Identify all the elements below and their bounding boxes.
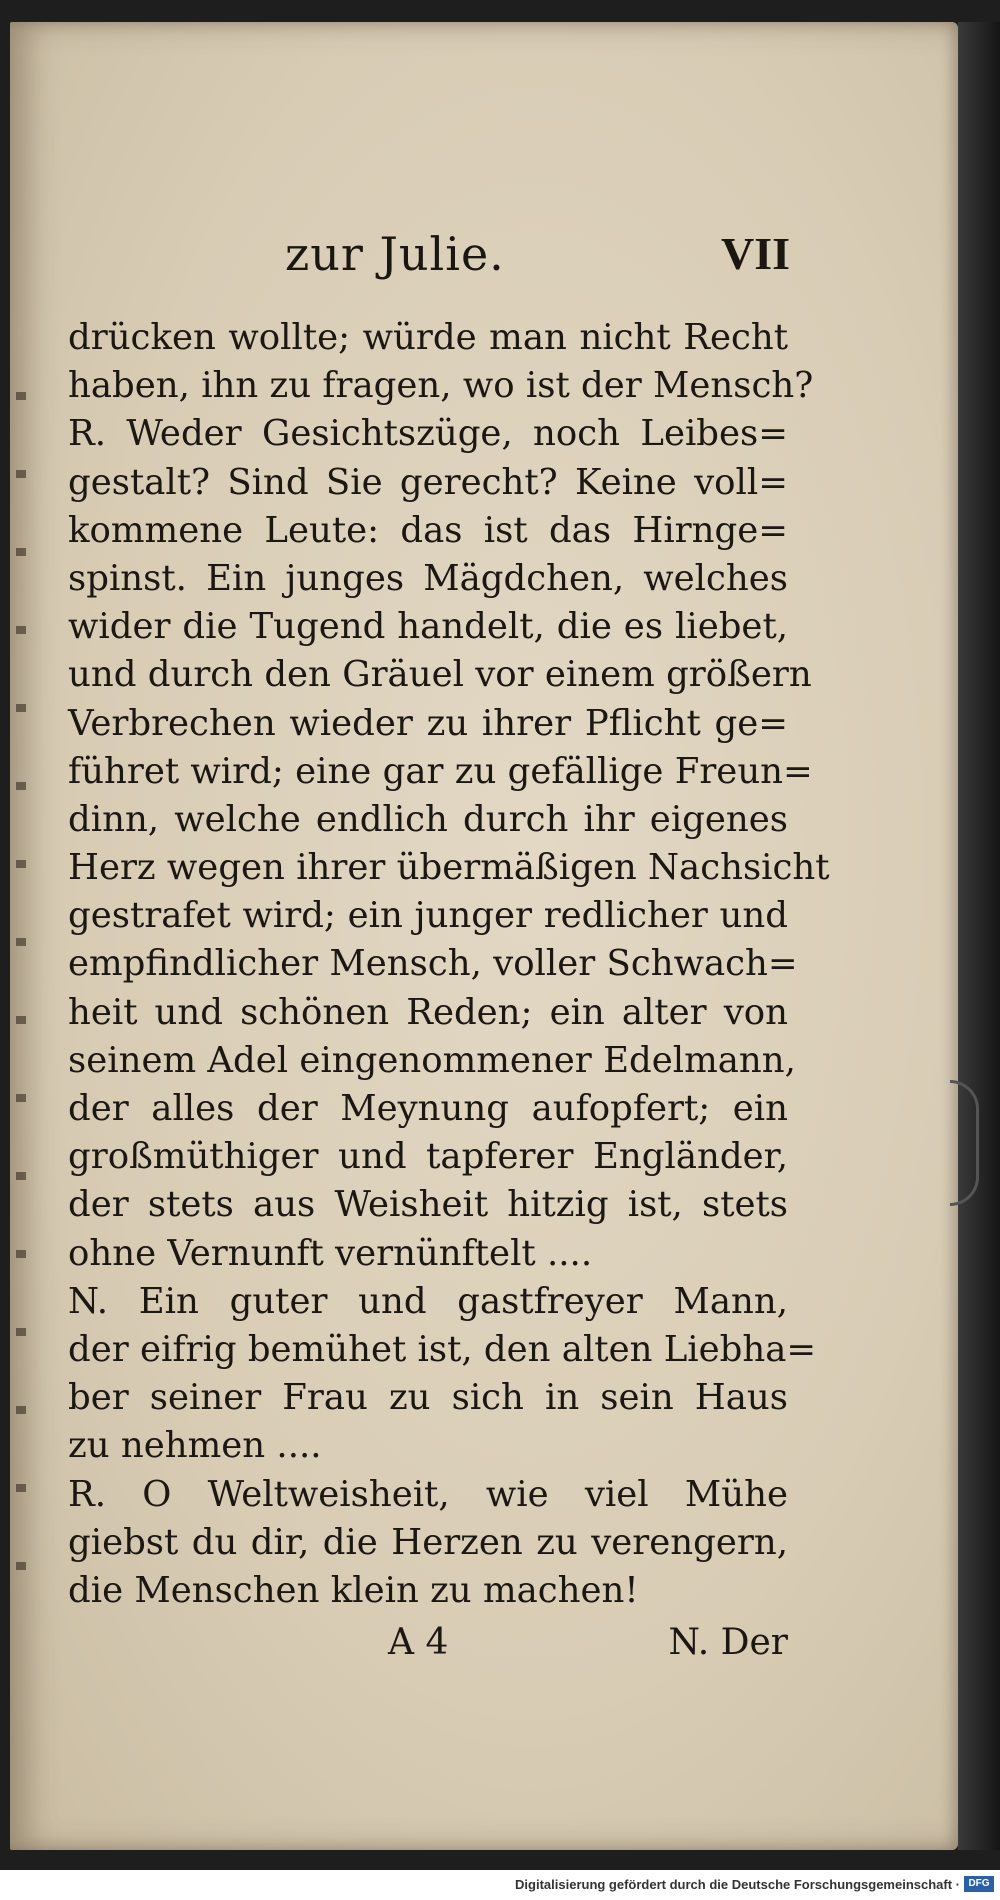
text-line: die Menschen klein zu machen!: [68, 1569, 639, 1611]
gutter-marks: [16, 322, 26, 1622]
running-head: zur Julie.: [285, 227, 505, 281]
text-line: giebst du dir, die Herzen zu verengern,: [68, 1521, 788, 1563]
text-line: der alles der Meynung aufopfert; ein: [68, 1088, 788, 1129]
text-line: seinem Adel eingenommener Edelmann,: [68, 1039, 796, 1081]
page-clip: [950, 1080, 979, 1206]
text-line: N. Ein guter und gastfreyer Mann,: [68, 1280, 788, 1322]
text-line: drücken wollte; würde man nicht Recht: [68, 317, 788, 358]
dfg-logo-icon: DFG: [964, 1876, 994, 1892]
text-line: gestrafet wird; ein junger redlicher und: [68, 895, 788, 937]
text-line: Herz wegen ihrer übermäßigen Nachsicht: [68, 847, 830, 889]
text-line: R. O Weltweisheit, wie viel Mühe: [68, 1473, 788, 1515]
text-line: dinn, welche endlich durch ihr eigenes: [68, 798, 788, 840]
text-line: spinst. Ein junges Mägdchen, welches: [68, 557, 788, 599]
book-edge: [958, 22, 1000, 1850]
text-line: R. Weder Gesichtszüge, noch Leibes=: [68, 413, 788, 455]
text-line: kommene Leute: das ist das Hirnge=: [68, 509, 788, 551]
text-line: der stets aus Weisheit hitzig ist, stets: [68, 1184, 788, 1226]
book-page: [10, 22, 958, 1850]
text-line: wider die Tugend handelt, die es liebet,: [68, 606, 788, 648]
text-line: führet wird; eine gar zu gefällige Freun=: [68, 750, 813, 792]
text-line: der eifrig bemühet ist, den alten Liebha=: [68, 1328, 817, 1370]
catchword: N. Der: [668, 1622, 788, 1663]
text-line: haben, ihn zu fragen, wo ist der Mensch?: [68, 365, 814, 407]
footer-bar: [0, 1870, 1000, 1900]
text-line: Verbrechen wieder zu ihrer Pflicht ge=: [68, 702, 788, 744]
text-line: empfindlicher Mensch, voller Schwach=: [68, 943, 798, 985]
text-line: gestalt? Sind Sie gerecht? Keine voll=: [68, 461, 788, 503]
text-line: ber seiner Frau zu sich in sein Haus: [68, 1377, 788, 1419]
page-number: VII: [720, 228, 790, 279]
text-line: und durch den Gräuel vor einem größern: [68, 654, 812, 696]
signature-mark: A 4: [388, 1622, 449, 1663]
text-line: heit und schönen Reden; ein alter von: [68, 991, 788, 1033]
page-body: [68, 314, 830, 1615]
page-header: [90, 227, 790, 287]
text-line: ohne Vernunft vernünftelt ....: [68, 1232, 593, 1274]
text-line: großmüthiger und tapferer Engländer,: [68, 1136, 788, 1178]
funding-credit: Digitalisierung gefördert durch die Deutsche Forschungsgemeinschaft ·: [515, 1877, 960, 1892]
text-line: zu nehmen ....: [68, 1425, 322, 1467]
catchline: [68, 1622, 788, 1682]
